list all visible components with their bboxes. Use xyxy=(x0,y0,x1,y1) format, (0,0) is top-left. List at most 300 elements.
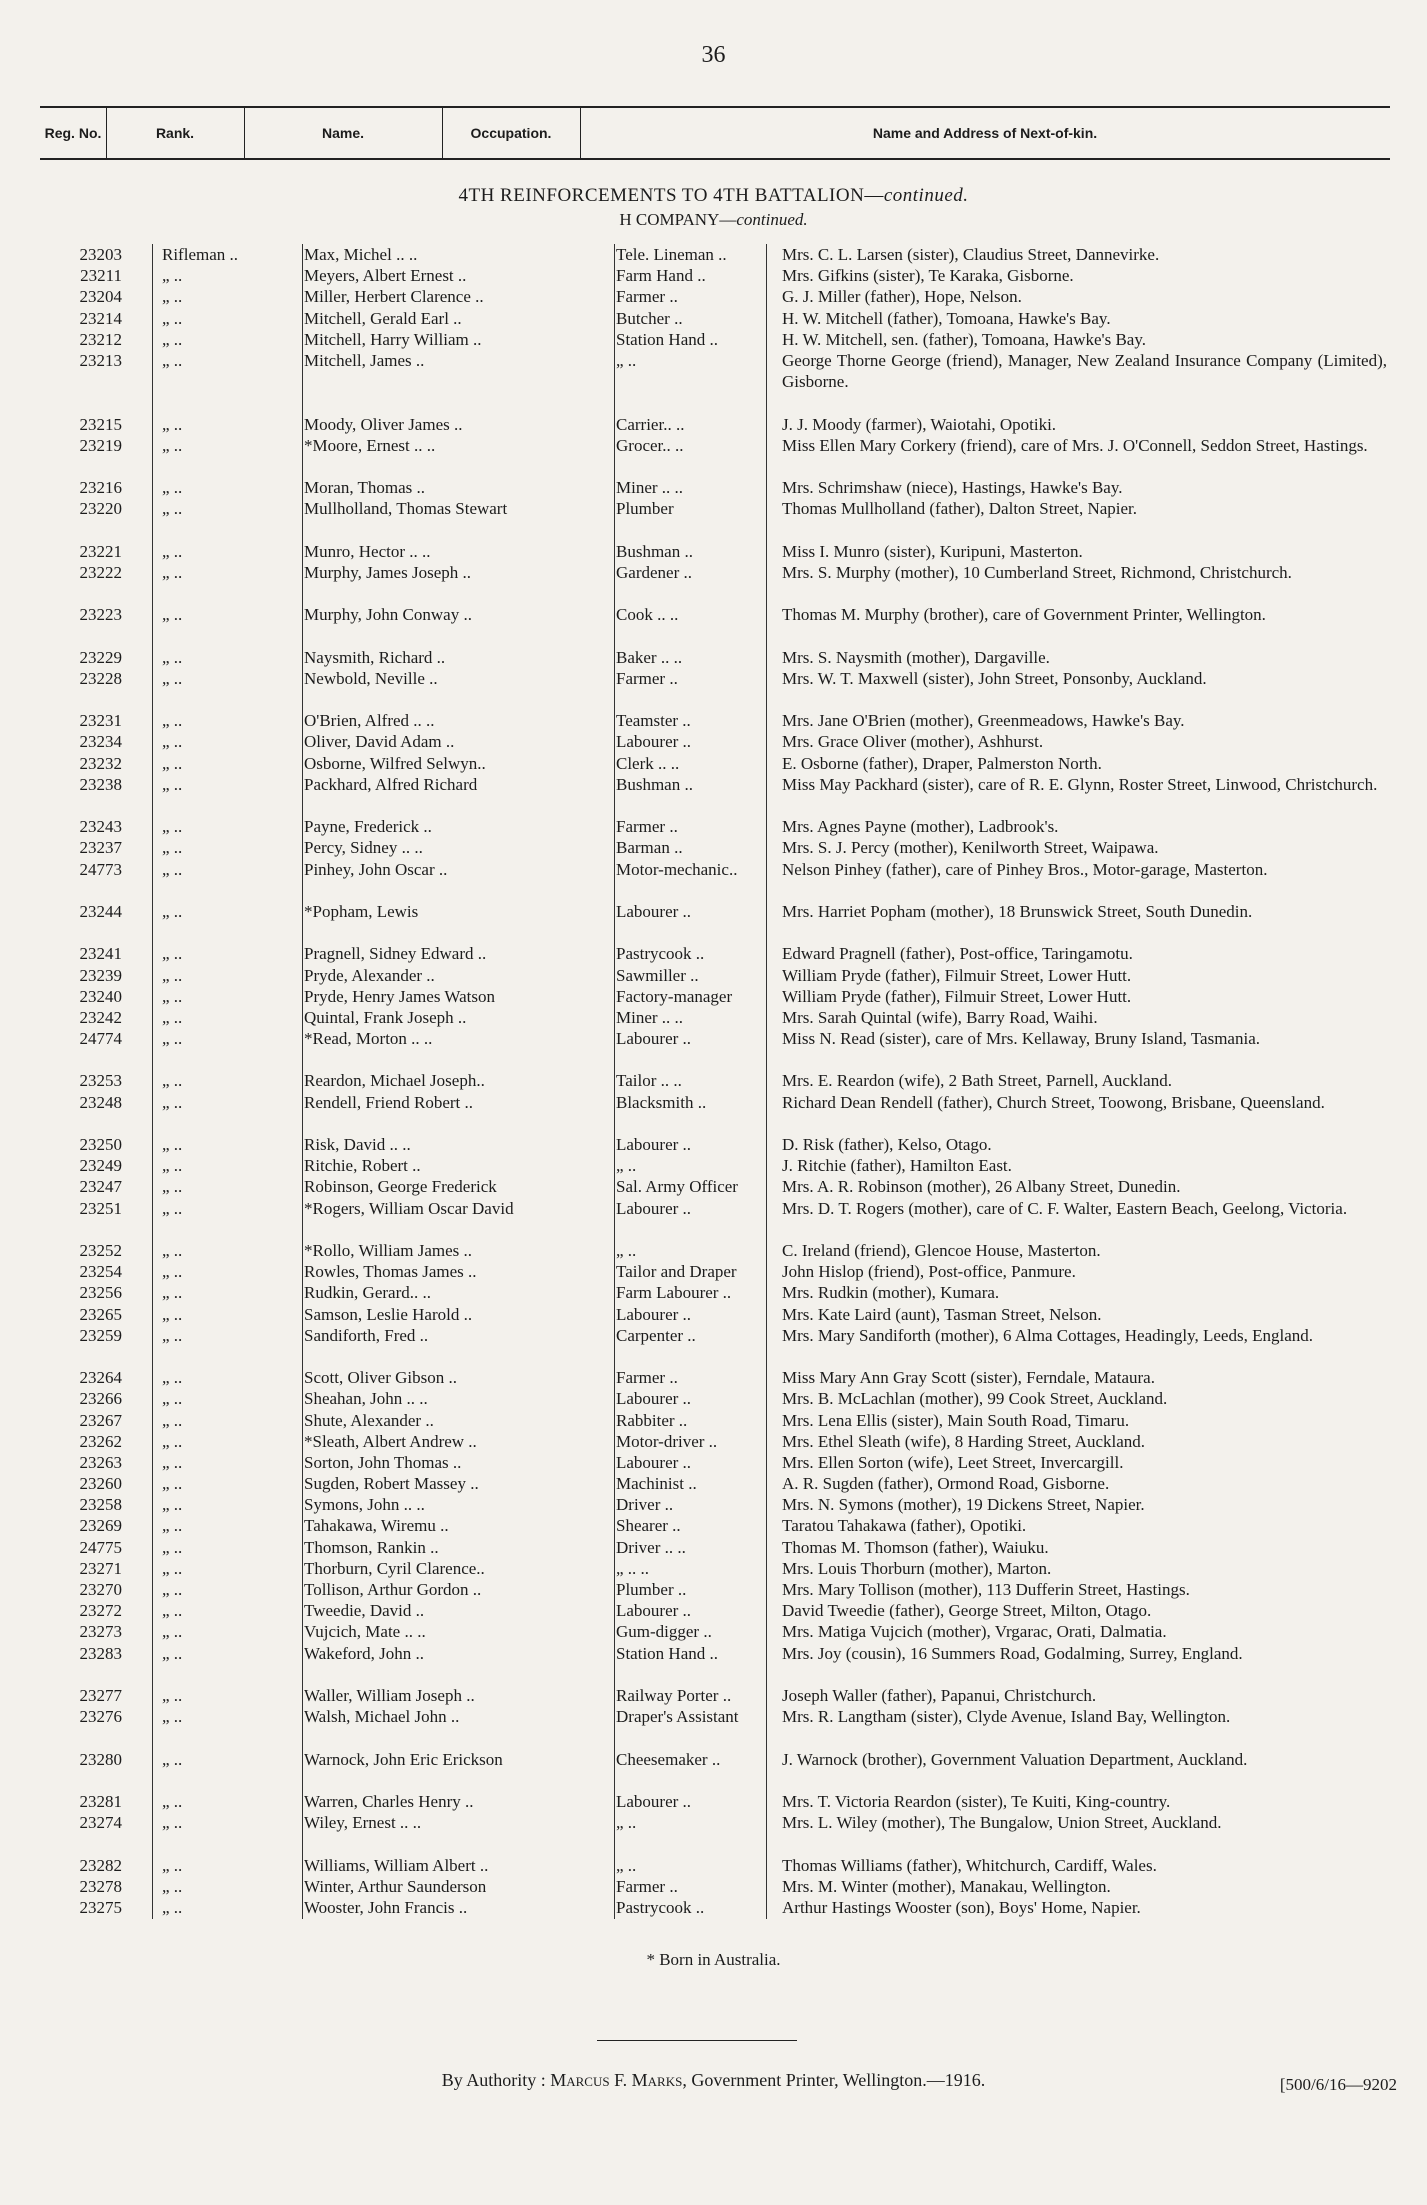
occupation: Motor-mechanic.. xyxy=(616,859,738,879)
table-row xyxy=(40,1749,1390,1791)
next-of-kin: Mrs. Kate Laird (aunt), Tasman Street, Nelson. xyxy=(782,1304,1102,1324)
rank: „ .. xyxy=(162,1813,183,1833)
next-of-kin: Mrs. Louis Thorburn (mother), Marton. xyxy=(782,1558,1052,1578)
table-row xyxy=(40,774,1390,816)
rank: „ .. xyxy=(162,1685,183,1705)
imprint-printer: Marcus F. Marks xyxy=(550,2070,683,2090)
next-of-kin: C. Ireland (friend), Glencoe House, Masterton. xyxy=(782,1241,1101,1261)
reg-number: 23219 xyxy=(79,435,122,455)
next-of-kin: Mrs. S. J. Percy (mother), Kenilworth Street, Waipawa. xyxy=(782,838,1159,858)
rank: „ .. xyxy=(162,1580,183,1600)
table-row xyxy=(40,1282,1390,1303)
soldier-name: Murphy, James Joseph .. xyxy=(304,562,471,582)
table-row xyxy=(40,1092,1390,1134)
soldier-name: Tahakawa, Wiremu .. xyxy=(304,1516,449,1536)
next-of-kin: Mrs. Jane O'Brien (mother), Greenmeadows, Hawke's Bay. xyxy=(782,711,1185,731)
occupation: Pastrycook .. xyxy=(616,1897,705,1917)
rank: „ .. xyxy=(162,435,183,455)
occupation: Grocer.. .. xyxy=(616,435,684,455)
occupation: Teamster .. xyxy=(616,711,691,731)
occupation: Labourer .. xyxy=(616,1452,692,1472)
soldier-name: Mullholland, Thomas Stewart xyxy=(304,499,508,519)
next-of-kin: William Pryde (father), Filmuir Street, Lower Hutt. xyxy=(782,965,1132,985)
rank: „ .. xyxy=(162,753,183,773)
soldier-name: Thorburn, Cyril Clarence.. xyxy=(304,1558,485,1578)
reg-number: 23231 xyxy=(79,711,122,731)
next-of-kin: Mrs. Schrimshaw (niece), Hastings, Hawke's Bay. xyxy=(782,478,1123,498)
table-row xyxy=(40,244,1390,265)
next-of-kin: Mrs. Gifkins (sister), Te Karaka, Gisborne. xyxy=(782,266,1074,286)
rank: „ .. xyxy=(162,1283,183,1303)
reg-number: 23239 xyxy=(79,965,122,985)
soldier-name: O'Brien, Alfred .. .. xyxy=(304,711,435,731)
table-row xyxy=(40,647,1390,668)
table-row xyxy=(40,1198,1390,1240)
rank: „ .. xyxy=(162,1558,183,1578)
reg-number: 23248 xyxy=(79,1092,122,1112)
soldier-name: Munro, Hector .. .. xyxy=(304,541,431,561)
next-of-kin: Mrs. S. Naysmith (mother), Dargaville. xyxy=(782,647,1050,667)
soldier-name: Mitchell, James .. xyxy=(304,350,425,370)
reg-number: 23283 xyxy=(79,1643,122,1663)
next-of-kin: Miss Ellen Mary Corkery (friend), care of Mrs. J. O'Connell, Seddon Street, Hastings. xyxy=(782,435,1368,455)
reg-number: 23238 xyxy=(79,774,122,794)
reg-number: 23254 xyxy=(79,1262,122,1282)
reg-number: 23262 xyxy=(79,1431,122,1451)
reg-number: 23273 xyxy=(79,1622,122,1642)
rank: „ .. xyxy=(162,1516,183,1536)
rank: „ .. xyxy=(162,1876,183,1896)
next-of-kin: Mrs. A. R. Robinson (mother), 26 Albany Street, Dunedin. xyxy=(782,1177,1181,1197)
next-of-kin: Miss I. Munro (sister), Kuripuni, Masterton. xyxy=(782,541,1083,561)
next-of-kin: Mrs. Mary Sandiforth (mother), 6 Alma Cottages, Headingly, Leeds, England. xyxy=(782,1325,1313,1345)
table-row xyxy=(40,1410,1390,1431)
soldier-name: Pryde, Henry James Watson xyxy=(304,986,495,1006)
occupation: Sal. Army Officer xyxy=(616,1177,738,1197)
reg-number: 23240 xyxy=(79,986,122,1006)
soldier-name: Walsh, Michael John .. xyxy=(304,1707,460,1727)
rank: „ .. xyxy=(162,1135,183,1155)
next-of-kin: H. W. Mitchell (father), Tomoana, Hawke's Bay. xyxy=(782,308,1111,328)
next-of-kin: J. Ritchie (father), Hamilton East. xyxy=(782,1156,1012,1176)
occupation: Miner .. .. xyxy=(616,478,684,498)
reg-number: 23228 xyxy=(79,668,122,688)
reg-number: 23270 xyxy=(79,1580,122,1600)
rank: „ .. xyxy=(162,711,183,731)
imprint-prefix: By Authority : xyxy=(441,2070,551,2090)
rank: „ .. xyxy=(162,499,183,519)
table-row xyxy=(40,1791,1390,1812)
reg-number: 23251 xyxy=(79,1198,122,1218)
rank: „ .. xyxy=(162,562,183,582)
table-row xyxy=(40,1685,1390,1706)
next-of-kin: Richard Dean Rendell (father), Church Street, Toowong, Brisbane, Queensland. xyxy=(782,1092,1325,1112)
occupation: „ .. xyxy=(616,1855,637,1875)
occupation: Labourer .. xyxy=(616,1389,692,1409)
soldier-name: Pryde, Alexander .. xyxy=(304,965,435,985)
reg-number: 23223 xyxy=(79,605,122,625)
rank: „ .. xyxy=(162,838,183,858)
table-row xyxy=(40,1388,1390,1409)
rank: „ .. xyxy=(162,1707,183,1727)
occupation: Plumber .. xyxy=(616,1580,687,1600)
rank: „ .. xyxy=(162,1410,183,1430)
soldier-name: Packhard, Alfred Richard xyxy=(304,774,478,794)
soldier-name: Payne, Frederick .. xyxy=(304,817,432,837)
next-of-kin: Nelson Pinhey (father), care of Pinhey Bros., Motor-garage, Masterton. xyxy=(782,859,1268,879)
occupation: „ .. xyxy=(616,1156,637,1176)
soldier-name: Rendell, Friend Robert .. xyxy=(304,1092,474,1112)
reg-number: 23259 xyxy=(79,1325,122,1345)
reg-number: 24773 xyxy=(79,859,122,879)
section-title xyxy=(0,185,1427,207)
next-of-kin: Mrs. Mary Tollison (mother), 113 Dufferin Street, Hastings. xyxy=(782,1580,1190,1600)
next-of-kin: Thomas Mullholland (father), Dalton Street, Napier. xyxy=(782,499,1138,519)
soldier-name: *Sleath, Albert Andrew .. xyxy=(304,1431,477,1451)
reg-number: 23252 xyxy=(79,1241,122,1261)
occupation: Labourer .. xyxy=(616,1135,692,1155)
occupation: Clerk .. .. xyxy=(616,753,680,773)
table-row xyxy=(40,1537,1390,1558)
table-row xyxy=(40,286,1390,307)
print-code: [500/6/16—9202 xyxy=(1279,2075,1397,2094)
reg-number: 23213 xyxy=(79,350,122,370)
soldier-name: *Read, Morton .. .. xyxy=(304,1029,433,1049)
occupation: Sawmiller .. xyxy=(616,965,699,985)
reg-number: 23274 xyxy=(79,1813,122,1833)
reg-number: 23272 xyxy=(79,1601,122,1621)
header-rank: Rank. xyxy=(106,108,245,158)
occupation: Gardener .. xyxy=(616,562,692,582)
section-title-continued: continued. xyxy=(883,185,969,206)
occupation: Labourer .. xyxy=(616,732,692,752)
rank: Rifleman .. xyxy=(162,245,239,264)
occupation: Labourer .. xyxy=(616,1029,692,1049)
table-row xyxy=(40,265,1390,286)
reg-number: 23222 xyxy=(79,562,122,582)
rank: „ .. xyxy=(162,1198,183,1218)
occupation: Farm Hand .. xyxy=(616,266,706,286)
occupation: Motor-driver .. xyxy=(616,1431,718,1451)
soldier-name: Symons, John .. .. xyxy=(304,1495,425,1515)
reg-number: 23256 xyxy=(79,1283,122,1303)
reg-number: 23241 xyxy=(79,944,122,964)
soldier-name: Sheahan, John .. .. xyxy=(304,1389,428,1409)
imprint xyxy=(0,2070,1427,2091)
occupation: Shearer .. xyxy=(616,1516,681,1536)
next-of-kin: Taratou Tahakawa (father), Opotiki. xyxy=(782,1516,1027,1536)
soldier-name: Tollison, Arthur Gordon .. xyxy=(304,1580,482,1600)
soldier-name: *Moore, Ernest .. .. xyxy=(304,435,436,455)
reg-number: 23242 xyxy=(79,1007,122,1027)
next-of-kin: Miss N. Read (sister), care of Mrs. Kellaway, Bruny Island, Tasmania. xyxy=(782,1029,1261,1049)
soldier-name: Newbold, Neville .. xyxy=(304,668,438,688)
table-row xyxy=(40,1579,1390,1600)
soldier-name: Williams, William Albert .. xyxy=(304,1855,489,1875)
table-header xyxy=(40,106,1390,160)
rank: „ .. xyxy=(162,541,183,561)
company-title-continued: continued. xyxy=(736,210,808,229)
table-row xyxy=(40,1028,1390,1070)
table-row xyxy=(40,710,1390,731)
soldier-name: Mitchell, Gerald Earl .. xyxy=(304,308,462,328)
reg-number: 23203 xyxy=(79,245,122,264)
occupation: Labourer .. xyxy=(616,1304,692,1324)
reg-number: 23211 xyxy=(80,266,122,286)
reg-number: 23269 xyxy=(79,1516,122,1536)
table-row xyxy=(40,668,1390,710)
soldier-name: Murphy, John Conway .. xyxy=(304,605,472,625)
occupation: Cook .. .. xyxy=(616,605,679,625)
table-row xyxy=(40,1261,1390,1282)
next-of-kin: Mrs. D. T. Rogers (mother), care of C. F. Walter, Eastern Beach, Geelong, Victoria. xyxy=(782,1198,1348,1218)
soldier-name: Thomson, Rankin .. xyxy=(304,1537,439,1557)
reg-number: 23280 xyxy=(79,1749,122,1769)
occupation: Miner .. .. xyxy=(616,1007,684,1027)
next-of-kin: J. J. Moody (farmer), Waiotahi, Opotiki. xyxy=(782,414,1057,434)
table-row xyxy=(40,1304,1390,1325)
occupation: Bushman .. xyxy=(616,774,693,794)
rank: „ .. xyxy=(162,1643,183,1663)
rank: „ .. xyxy=(162,266,183,286)
next-of-kin: Thomas Williams (father), Whitchurch, Cardiff, Wales. xyxy=(782,1855,1157,1875)
next-of-kin: Mrs. Rudkin (mother), Kumara. xyxy=(782,1283,1000,1303)
rank: „ .. xyxy=(162,1431,183,1451)
occupation: Railway Porter .. xyxy=(616,1685,732,1705)
soldier-name: Sorton, John Thomas .. xyxy=(304,1452,462,1472)
soldier-name: Wakeford, John .. xyxy=(304,1643,424,1663)
table-row xyxy=(40,1812,1390,1854)
table-row xyxy=(40,1897,1390,1918)
reg-number: 23250 xyxy=(79,1135,122,1155)
reg-number: 23276 xyxy=(79,1707,122,1727)
rank: „ .. xyxy=(162,350,183,370)
soldier-name: Moody, Oliver James .. xyxy=(304,414,463,434)
next-of-kin: Thomas M. Murphy (brother), care of Government Printer, Wellington. xyxy=(782,605,1266,625)
occupation: Station Hand .. xyxy=(616,329,718,349)
occupation: Labourer .. xyxy=(616,1791,692,1811)
occupation: Barman .. xyxy=(616,838,683,858)
soldier-name: Pinhey, John Oscar .. xyxy=(304,859,448,879)
rank: „ .. xyxy=(162,1622,183,1642)
company-title-text: H COMPANY— xyxy=(619,210,737,229)
rank: „ .. xyxy=(162,414,183,434)
rank: „ .. xyxy=(162,1304,183,1324)
reg-number: 23232 xyxy=(79,753,122,773)
soldier-name: *Popham, Lewis xyxy=(304,901,419,921)
next-of-kin: J. Warnock (brother), Government Valuation Department, Auckland. xyxy=(782,1749,1248,1769)
rank: „ .. xyxy=(162,1855,183,1875)
occupation: Farmer .. xyxy=(616,817,678,837)
occupation: Plumber xyxy=(616,499,674,519)
soldier-name: Max, Michel .. .. xyxy=(304,245,418,264)
rank: „ .. xyxy=(162,1071,183,1091)
reg-number: 23277 xyxy=(79,1685,122,1705)
table-row xyxy=(40,498,1390,540)
reg-number: 23264 xyxy=(79,1368,122,1388)
table-row xyxy=(40,329,1390,350)
soldier-name: Tweedie, David .. xyxy=(304,1601,425,1621)
next-of-kin: Mrs. C. L. Larsen (sister), Claudius Street, Dannevirke. xyxy=(782,245,1160,264)
soldier-name: Naysmith, Richard .. xyxy=(304,647,446,667)
soldier-name: Reardon, Michael Joseph.. xyxy=(304,1071,485,1091)
occupation: „ .. xyxy=(616,1241,637,1261)
next-of-kin: David Tweedie (father), George Street, Milton, Otago. xyxy=(782,1601,1152,1621)
occupation: Farmer .. xyxy=(616,1368,678,1388)
rank: „ .. xyxy=(162,1156,183,1176)
page-number: 36 xyxy=(701,42,726,68)
rank: „ .. xyxy=(162,1389,183,1409)
occupation: Station Hand .. xyxy=(616,1643,718,1663)
occupation: Farmer .. xyxy=(616,287,678,307)
next-of-kin: Mrs. Ethel Sleath (wife), 8 Harding Street, Auckland. xyxy=(782,1431,1146,1451)
next-of-kin: Mrs. R. Langtham (sister), Clyde Avenue, Island Bay, Wellington. xyxy=(782,1707,1231,1727)
occupation: Tele. Lineman .. xyxy=(616,245,727,264)
next-of-kin: A. R. Sugden (father), Ormond Road, Gisborne. xyxy=(782,1474,1110,1494)
rank: „ .. xyxy=(162,774,183,794)
reg-number: 24774 xyxy=(79,1029,122,1049)
rank: „ .. xyxy=(162,732,183,752)
table-row xyxy=(40,1494,1390,1515)
next-of-kin: G. J. Miller (father), Hope, Nelson. xyxy=(782,287,1022,307)
rank: „ .. xyxy=(162,1495,183,1515)
table-row xyxy=(40,1240,1390,1261)
table-row xyxy=(40,859,1390,901)
rank: „ .. xyxy=(162,859,183,879)
rank: „ .. xyxy=(162,1537,183,1557)
occupation: Cheesemaker .. xyxy=(616,1749,721,1769)
table-row xyxy=(40,1706,1390,1748)
occupation: Farm Labourer .. xyxy=(616,1283,732,1303)
table-row xyxy=(40,1515,1390,1536)
reg-number: 24775 xyxy=(79,1537,122,1557)
occupation: „ .. xyxy=(616,1813,637,1833)
rank: „ .. xyxy=(162,1791,183,1811)
occupation: Driver .. xyxy=(616,1495,674,1515)
occupation: Rabbiter .. xyxy=(616,1410,688,1430)
occupation: Machinist .. xyxy=(616,1474,697,1494)
reg-number: 23278 xyxy=(79,1876,122,1896)
next-of-kin: Mrs. N. Symons (mother), 19 Dickens Street, Napier. xyxy=(782,1495,1145,1515)
imprint-suffix: , Government Printer, Wellington.—1916. xyxy=(682,2070,986,2090)
reg-number: 23263 xyxy=(79,1452,122,1472)
rank: „ .. xyxy=(162,1325,183,1345)
rank: „ .. xyxy=(162,668,183,688)
reg-number: 23243 xyxy=(79,817,122,837)
rank: „ .. xyxy=(162,1749,183,1769)
reg-number: 23275 xyxy=(79,1897,122,1917)
occupation: Labourer .. xyxy=(616,1198,692,1218)
table-row xyxy=(40,837,1390,858)
soldier-name: Vujcich, Mate .. .. xyxy=(304,1622,426,1642)
table-row xyxy=(40,604,1390,646)
table-row xyxy=(40,1876,1390,1897)
next-of-kin: H. W. Mitchell, sen. (father), Tomoana, Hawke's Bay. xyxy=(782,329,1146,349)
next-of-kin: Mrs. Harriet Popham (mother), 18 Brunswick Street, South Dunedin. xyxy=(782,901,1253,921)
reg-number: 23249 xyxy=(79,1156,122,1176)
header-name: Name. xyxy=(244,108,443,158)
rank: „ .. xyxy=(162,1262,183,1282)
next-of-kin: Mrs. Ellen Sorton (wife), Leet Street, Invercargill. xyxy=(782,1452,1124,1472)
soldier-name: Osborne, Wilfred Selwyn.. xyxy=(304,753,486,773)
reg-number: 23258 xyxy=(79,1495,122,1515)
next-of-kin: Mrs. B. McLachlan (mother), 99 Cook Street, Auckland. xyxy=(782,1389,1168,1409)
soldier-name: Rowles, Thomas James .. xyxy=(304,1262,477,1282)
next-of-kin: Edward Pragnell (father), Post-office, Taringamotu. xyxy=(782,944,1133,964)
section-title-text: 4TH REINFORCEMENTS TO 4TH BATTALION— xyxy=(458,185,884,206)
imprint-rule xyxy=(597,2040,797,2041)
rank: „ .. xyxy=(162,1368,183,1388)
next-of-kin: Mrs. Matiga Vujcich (mother), Vrgarac, Orati, Dalmatia. xyxy=(782,1622,1167,1642)
reg-number: 23229 xyxy=(79,647,122,667)
occupation: Gum-digger .. xyxy=(616,1622,712,1642)
table-row xyxy=(40,541,1390,562)
soldier-name: Wooster, John Francis .. xyxy=(304,1897,468,1917)
occupation: Carpenter .. xyxy=(616,1325,696,1345)
company-title xyxy=(0,210,1427,230)
soldier-name: Risk, David .. .. xyxy=(304,1135,411,1155)
rank: „ .. xyxy=(162,1897,183,1917)
occupation: Labourer .. xyxy=(616,1601,692,1621)
table-row xyxy=(40,1621,1390,1642)
table-row xyxy=(40,901,1390,943)
soldier-name: Warren, Charles Henry .. xyxy=(304,1791,474,1811)
next-of-kin: Mrs. Sarah Quintal (wife), Barry Road, Waihi. xyxy=(782,1007,1098,1027)
reg-number: 23265 xyxy=(79,1304,122,1324)
table-row xyxy=(40,816,1390,837)
soldier-name: Rudkin, Gerard.. .. xyxy=(304,1283,432,1303)
next-of-kin: John Hislop (friend), Post-office, Panmure. xyxy=(782,1262,1076,1282)
soldier-name: Winter, Arthur Saunderson xyxy=(304,1876,487,1896)
next-of-kin: Mrs. E. Reardon (wife), 2 Bath Street, Parnell, Auckland. xyxy=(782,1071,1172,1091)
occupation: „ .. xyxy=(616,350,637,370)
next-of-kin: E. Osborne (father), Draper, Palmerston North. xyxy=(782,753,1102,773)
rank: „ .. xyxy=(162,944,183,964)
soldier-name: Moran, Thomas .. xyxy=(304,478,426,498)
reg-number: 23220 xyxy=(79,499,122,519)
rank: „ .. xyxy=(162,605,183,625)
table-row xyxy=(40,1325,1390,1367)
rank: „ .. xyxy=(162,308,183,328)
table-row xyxy=(40,435,1390,477)
footnote: * Born in Australia. xyxy=(646,1950,781,1969)
soldier-name: Oliver, David Adam .. xyxy=(304,732,455,752)
rank: „ .. xyxy=(162,647,183,667)
next-of-kin: Mrs. Grace Oliver (mother), Ashhurst. xyxy=(782,732,1044,752)
reg-number: 23244 xyxy=(79,901,122,921)
reg-number: 23221 xyxy=(79,541,122,561)
table-row xyxy=(40,1431,1390,1452)
reg-number: 23266 xyxy=(79,1389,122,1409)
rank: „ .. xyxy=(162,901,183,921)
soldier-name: Scott, Oliver Gibson .. xyxy=(304,1368,457,1388)
soldier-name: Meyers, Albert Ernest .. xyxy=(304,266,467,286)
occupation: Carrier.. .. xyxy=(616,414,685,434)
occupation: Tailor and Draper xyxy=(616,1262,737,1282)
rank: „ .. xyxy=(162,1474,183,1494)
table-row xyxy=(40,986,1390,1007)
table-row xyxy=(40,1176,1390,1197)
next-of-kin: Thomas M. Thomson (father), Waiuku. xyxy=(782,1537,1049,1557)
reg-number: 23281 xyxy=(79,1791,122,1811)
reg-number: 23271 xyxy=(79,1558,122,1578)
rank: „ .. xyxy=(162,287,183,307)
rank: „ .. xyxy=(162,965,183,985)
register-table xyxy=(40,244,1390,1918)
reg-number: 23204 xyxy=(79,287,122,307)
table-row xyxy=(40,414,1390,435)
next-of-kin: D. Risk (father), Kelso, Otago. xyxy=(782,1135,992,1155)
